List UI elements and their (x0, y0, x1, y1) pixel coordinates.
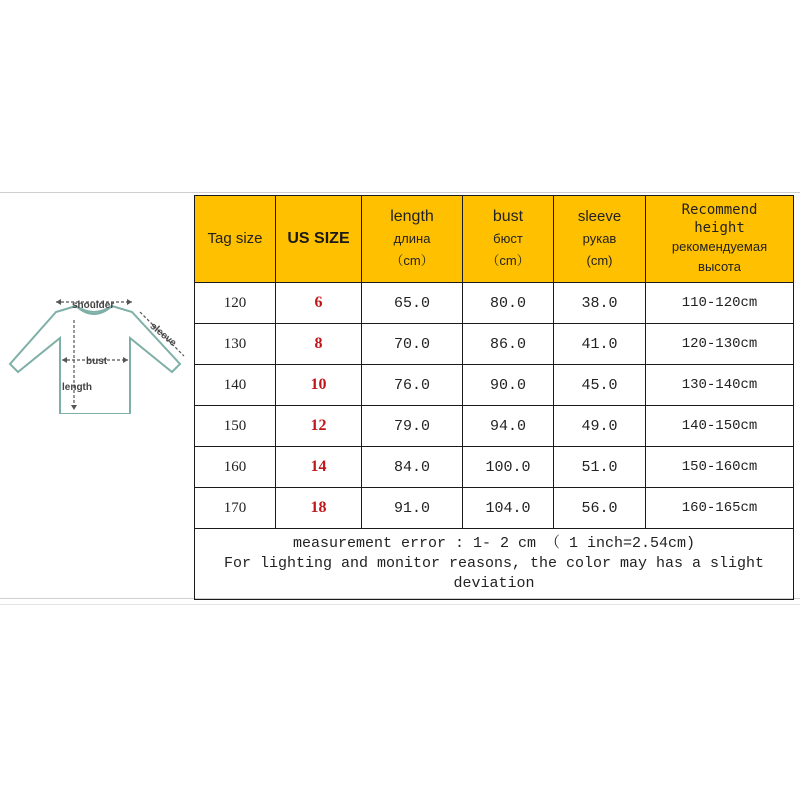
tag-cell: 130 (195, 324, 276, 365)
length-header-unit: （cm） (390, 253, 434, 268)
tag-cell: 140 (195, 365, 276, 406)
height-header-ru1: рекомендуемая (671, 239, 768, 254)
height-cell: 120-130cm (646, 324, 794, 365)
sleeve-cell: 41.0 (554, 324, 646, 365)
length-cell: 76.0 (362, 365, 463, 406)
bust-header-unit: （cm） (486, 253, 530, 268)
bust-cell: 80.0 (463, 283, 554, 324)
length-cell: 79.0 (362, 406, 463, 447)
sleeve-label: sleeve (147, 320, 179, 349)
bust-cell: 94.0 (463, 406, 554, 447)
bust-header-en: bust (492, 208, 524, 225)
tag-cell: 120 (195, 283, 276, 324)
table-row (195, 324, 794, 365)
us-size-cell: 18 (276, 488, 362, 529)
sleeve-cell: 38.0 (554, 283, 646, 324)
us-size-cell: 12 (276, 406, 362, 447)
size-chart-table (194, 195, 794, 600)
length-header (362, 196, 463, 283)
bottom-divider-2 (0, 604, 800, 605)
height-header (646, 196, 794, 283)
tag-size-header: Tag size (195, 196, 276, 283)
sleeve-cell: 51.0 (554, 447, 646, 488)
sleeve-header-en: sleeve (577, 208, 622, 225)
us-size-cell: 14 (276, 447, 362, 488)
bust-cell: 100.0 (463, 447, 554, 488)
tag-cell: 160 (195, 447, 276, 488)
height-cell: 110-120cm (646, 283, 794, 324)
bust-cell: 90.0 (463, 365, 554, 406)
sleeve-cell: 49.0 (554, 406, 646, 447)
height-cell: 160-165cm (646, 488, 794, 529)
measurement-error-note: measurement error : 1- 2 cm （ 1 inch=2.54cm) (292, 535, 696, 552)
height-cell: 130-140cm (646, 365, 794, 406)
sleeve-cell: 56.0 (554, 488, 646, 529)
length-cell: 70.0 (362, 324, 463, 365)
height-header-en1: Recommend (681, 202, 758, 218)
shoulder-label: shoulder (72, 300, 115, 311)
us-size-cell: 10 (276, 365, 362, 406)
garment-measurement-diagram (4, 286, 190, 414)
bust-header (463, 196, 554, 283)
length-cell: 84.0 (362, 447, 463, 488)
height-header-en2: height (694, 220, 745, 236)
color-deviation-note: For lighting and monitor reasons, the color may has a slight (223, 555, 765, 572)
tag-cell: 150 (195, 406, 276, 447)
length-cell: 65.0 (362, 283, 463, 324)
length-header-ru: длина (393, 231, 431, 246)
color-deviation-note-cont: deviation (453, 575, 535, 592)
bust-cell: 86.0 (463, 324, 554, 365)
sleeve-header-ru: рукав (582, 231, 617, 246)
table-row (195, 283, 794, 324)
notes-cell (195, 529, 794, 600)
length-cell: 91.0 (362, 488, 463, 529)
table-row (195, 447, 794, 488)
sleeve-cell: 45.0 (554, 365, 646, 406)
table-row (195, 406, 794, 447)
table-row (195, 488, 794, 529)
shirt-diagram-icon (4, 286, 190, 414)
bust-header-ru: бюст (493, 231, 523, 246)
header-row (195, 196, 794, 283)
sleeve-header (554, 196, 646, 283)
length-header-en: length (390, 208, 434, 225)
height-cell: 150-160cm (646, 447, 794, 488)
bust-cell: 104.0 (463, 488, 554, 529)
notes-row (195, 529, 794, 600)
height-cell: 140-150cm (646, 406, 794, 447)
us-size-header: US SIZE (276, 196, 362, 283)
us-size-cell: 8 (276, 324, 362, 365)
height-header-ru2: высота (698, 259, 741, 274)
bust-label: bust (86, 356, 108, 367)
top-divider (0, 192, 800, 193)
length-label: length (62, 382, 92, 393)
sleeve-header-unit: (cm) (586, 253, 613, 268)
tag-cell: 170 (195, 488, 276, 529)
table-row (195, 365, 794, 406)
us-size-cell: 6 (276, 283, 362, 324)
